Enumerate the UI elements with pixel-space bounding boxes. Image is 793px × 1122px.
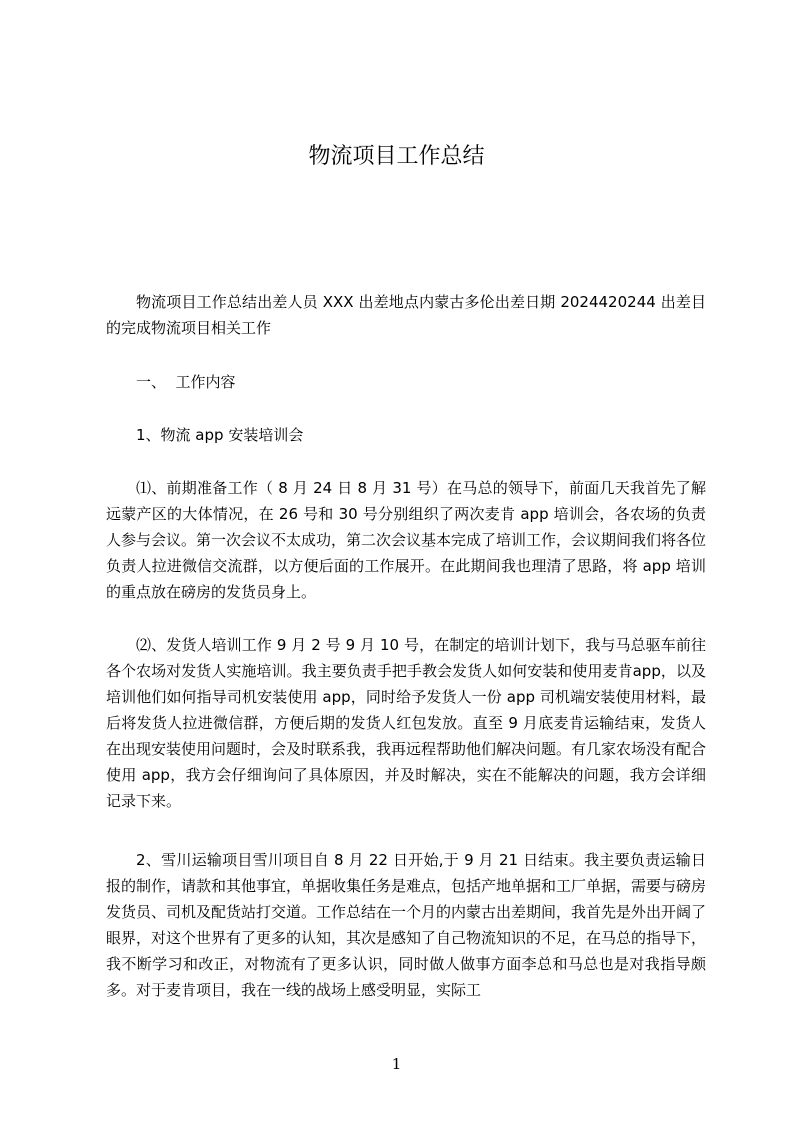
paragraph-item-1: ⑴、前期准备工作（ 8 月 24 日 8 月 31 号）在马总的领导下，前面几天我首先了解远蒙产区的大体情况，在 26 号和 30 号分别组织了两次麦肯 app 培训会，各农场的负责人参与会议。第一次会议不太成功，第二次会议基本完成了培训工作，会议期间我们将各位负责人拉进微信交流群，以方便后面的工作展开。在此期间我也理清了思路，将 app 培训的重点放在磅房的发货员身上。: [106, 479, 707, 601]
document-title: 物流项目工作总结: [308, 144, 485, 169]
page-number: 1: [391, 1055, 402, 1073]
intro-paragraph: 物流项目工作总结出差人员 XXX 出差地点内蒙古多伦出差日期 2024420244 出差目的完成物流项目相关工作: [106, 293, 706, 337]
section-heading: 一、 工作内容: [136, 373, 236, 391]
subsection-heading-1: 1、物流 app 安装培训会: [136, 426, 304, 444]
paragraph-item-2: ⑵、发货人培训工作 9 月 2 号 9 月 10 号，在制定的培训计划下，我与马总驱车前往各个农场对发货人实施培训。我主要负责手把手教会发货人如何安装和使用麦肯app，以及培训他们如何指导司机安装使用 app，同时给予发货人一份 app 司机端安装使用材料，最后将发货人拉进微信群，方便后期的发货人红包发放。直至 9 月底麦肯运输结束，发货人在出现安装使用问题时，会及时联系我，我再远程帮助他们解决问题。有几家农场没有配合使用 app，我方会仔细询问了具体原因，并及时解决，实在不能解决的问题，我方会详细记录下来。: [106, 636, 707, 810]
paragraph-subsection-2: 2、雪川运输项目雪川项目自 8 月 22 日开始,于 9 月 21 日结束。我主要负责运输日报的制作，请款和其他事宜，单据收集任务是难点，包括产地单据和工厂单据，需要与磅房发货员、司机及配货站打交道。工作总结在一个月的内蒙古出差期间，我首先是外出开阔了眼界，对这个世界有了更多的认知，其次是感知了自己物流知识的不足，在马总的指导下，我不断学习和改正，对物流有了更多认识，同时做人做事方面李总和马总也是对我指导颇多。对于麦肯项目，我在一线的战场上感受明显，实际工: [106, 851, 707, 999]
